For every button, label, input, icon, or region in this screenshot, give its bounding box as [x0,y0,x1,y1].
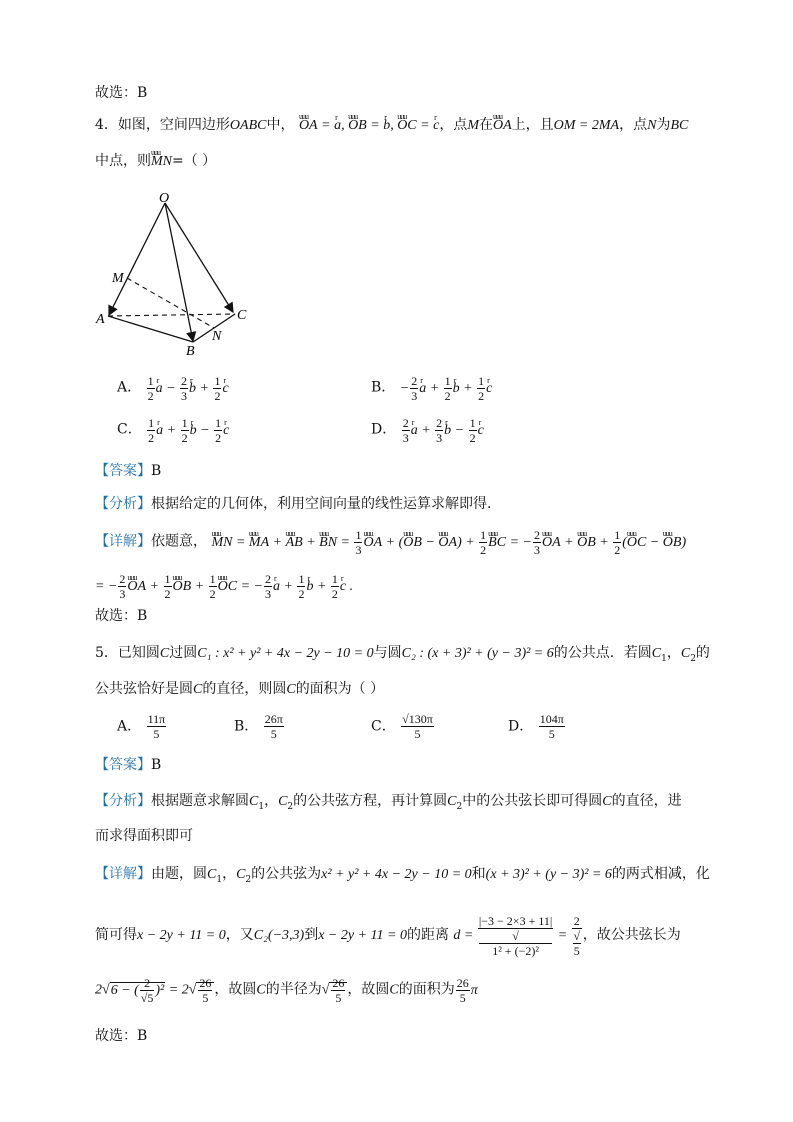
q4-stem-line2 [95,152,216,171]
q5-detail-text: 的两式相减，化 [611,866,710,882]
option-denominator: 5 [153,727,160,741]
q5-option-d[interactable] [508,712,566,741]
q5-conclusion: 故选：B [95,1028,148,1044]
q5-answer-line [95,756,161,774]
q5-detail-line1: 【详解】由题，圆$C_1$，$C_2$的公共弦为x² + y² + 4x − 2y − 10 = 0和(x + 3)² + (y − 3)² = 6的两式相减，化 [95,866,710,885]
q5-answer: B [151,757,162,773]
q5-stem-line2: 公共弦恰好是圆C的直径，则圆C的面积为（ ） [95,681,385,697]
previous-answer-line: 故选：B [95,85,148,101]
q5-analysis-text: 根据题意求解圆 [151,793,249,809]
q5-stem-line1: 5．已知圆C过圆C₁ : x² + y² + 4x − 2y − 10 = 0与圆C₂ : (x + 3)² + (y − 3)² = 6的公共点．若圆$C_1$，$C_2$的 [95,645,710,664]
q5-detail-text: 和 [471,866,486,882]
label-m: M [112,271,124,286]
edge-oa [109,203,165,315]
option-numerator: 104π [539,712,564,726]
q4-point-n: N [647,118,657,133]
q5-stem-text: 的直径，则圆 [202,681,287,697]
edge-ab [108,316,193,342]
label-a: A [96,312,105,327]
option-numerator: 11π [147,712,166,726]
q4-stem-line1 [95,116,688,135]
q4-stem-text: 4．如图，空间四边形 [95,117,230,133]
q5-detail-line3: 2√6 − ( $\frac{2}{√5}$ )² = 2√ $\frac{26}{5}$ ，故圆C的半径为√ $\frac{26}{5}$ ，故圆C的面积为 $\frac{26}{5}$ π [95,976,478,1005]
q5-detail-text: 的距离 [406,927,449,944]
option-label: C． [371,718,396,735]
q4-detail-equation2: = − $\frac{2}{3}$ uuu OA + $\frac{1}{2}$ uuu OB + $\frac{1}{2}$ uuu OC = − $\frac{2}{3}$ r a + $\frac{1}{2}$ r b + $\frac{1}{2}$ r c . [95,579,353,594]
q5-analysis-text: 的直径，进 [611,793,682,809]
q5-analysis-line2: 而求得面积即可 [95,828,193,844]
q4-vector-mn: uuu MN [151,153,172,171]
label-b: B [186,344,195,359]
answer-tag: 【答案】 [95,463,151,479]
q5-analysis-text: 的公共弦方程，再计算圆 [293,793,448,809]
edge-ac-hidden [108,314,235,316]
option-label: D． [371,421,397,438]
option-label: B． [371,379,396,396]
q4-segment-bc: BC [670,118,689,133]
q5-circle-c2-equation: C₂ : (x + 3)² + (y − 3)² = 6 [401,646,554,661]
q5-option-b[interactable] [234,712,285,741]
q4-stem-text: ，点 [439,117,468,133]
q5-stem-text: 公共弦恰好是圆 [95,681,193,697]
q4-stem-text: 上，且 [511,117,554,133]
option-numerator: 26π [264,712,283,726]
q4-tetrahedron-figure [90,188,260,360]
q5-detail-text: 简可得 [95,927,137,944]
q5-distance-formula: d = |−3 − 2×3 + 11| √ 1² + (−2)² = 2 √ 5 [453,914,581,958]
q5-detail-line2: 简可得x − 2y + 11 = 0，又C₂(−3,3)到x − 2y + 11 = 0的距离 d = |−3 − 2×3 + 11| √ 1² + (−2)² = 2 √ 5 ，故公共弦长为 [95,914,681,958]
q5-detail-text: ，故圆 [214,981,257,998]
q4-option-a[interactable]: A． $\frac{1}{2}$ r a − $\frac{2}{3}$ r b + $\frac{1}{2}$ r c [117,374,229,403]
option-label: B． [234,718,259,735]
option-label: A． [117,379,142,396]
q4-stem-text: 为 [656,117,671,133]
q4-detail-line1 [95,528,686,557]
detail-tag: 【详解】 [95,533,151,550]
q5-stem-text: 5．已知圆 [95,645,160,661]
q5-detail-text: ，故圆 [347,981,390,998]
q4-stem-text: 中， [266,117,295,133]
q5-stem-text: 过圆 [169,645,198,661]
q4-point-m: M [467,118,479,133]
q4-stem-text: ，点 [619,117,648,133]
option-numerator: √130π [402,712,433,726]
option-denominator: 5 [414,727,421,741]
q4-stem-text: 在 [478,117,493,133]
q4-detail-equation1: uuu MN = uuu MA + uuu AB + uuu BN = $\frac{1}{3}$ uuu OA + (uuu OB − uuu OA) + $\frac{1}{2}$ uuu BC = − $\frac{2}{3}$ uuu OA + uuu OB + $\frac{1}{2}$ (uuu OC − uuu OB) [211,535,686,550]
q5-stem-text: 的公共点．若圆 [553,645,652,661]
q4-analysis-text: 根据给定的几何体，利用空间向量的线性运算求解即得. [151,496,492,512]
option-label: C． [117,421,142,438]
label-c: C [237,308,247,323]
edge-ob [165,203,193,341]
answer-tag: 【答案】 [95,757,151,773]
q5-option-a[interactable] [117,712,167,741]
label-n: N [212,329,222,344]
option-label: A． [117,718,142,735]
q5-detail-text: 的公共弦为 [251,866,322,882]
option-denominator: 5 [548,727,555,741]
option-denominator: 5 [270,727,277,741]
q4-quad-name: OABC [229,118,267,133]
q4-conclusion: 故选：B [95,608,148,624]
q4-answer: B [151,463,162,479]
q5-analysis-line1: 【分析】根据题意求解圆$C_1$，$C_2$的公共弦方程，再计算圆$C_2$中的公共弦长即可得圆C的直径，进 [95,793,682,812]
analysis-tag: 【分析】 [95,496,151,512]
q5-chord-line: x − 2y + 11 = 0 [137,928,226,944]
q5-detail-text: ，又 [225,927,254,944]
q5-c2-center: C₂(−3,3) [253,928,305,944]
q4-vector-defs: uuu OA = r a, uuu OB = r b, uuu OC = r c [299,118,439,133]
q5-detail-text: 的半径为 [265,981,322,998]
analysis-tag: 【分析】 [95,793,151,809]
q4-detail-line2 [95,572,353,601]
q4-stem-text: =（ ） [172,153,217,169]
q4-analysis-line [95,495,491,513]
q4-stem-text: 中点，则 [95,153,151,169]
q5-analysis-text: 中的公共弦长即可得圆 [462,793,603,809]
q5-detail-text: 的面积为 [398,981,455,998]
q4-option-c[interactable]: C． $\frac{1}{2}$ r a + $\frac{1}{2}$ r b − $\frac{1}{2}$ r c [117,416,229,445]
q4-condition: OM = 2MA [553,118,620,133]
q5-chord-length: 2√6 − ( $\frac{2}{√5}$ )² = 2√ $\frac{26}{5}$ [95,982,214,998]
q5-detail-text: ，故公共弦长为 [582,927,681,944]
segment-mn-hidden [127,278,214,328]
q5-stem-text: 与圆 [373,645,402,661]
label-o: O [159,191,170,206]
q5-detail-text: 到 [304,927,319,944]
q4-answer-line [95,462,161,480]
q4-detail-text: 依题意， [151,533,207,550]
option-label: D． [508,718,534,735]
q5-detail-text: 由题，圆 [151,866,207,882]
q5-stem-text: 的面积为（ ） [295,681,385,697]
q5-circle-c1-equation: C₁ : x² + y² + 4x − 2y − 10 = 0 [197,646,374,661]
q4-option-b[interactable]: B． − $\frac{2}{3}$ r a + $\frac{1}{2}$ r b + $\frac{1}{2}$ r c [371,374,492,403]
q4-option-d[interactable]: D． $\frac{2}{3}$ r a + $\frac{2}{3}$ r b − $\frac{1}{2}$ r c [371,416,484,445]
edge-oc [165,203,233,312]
q4-vector-oa: uuu OA [493,117,512,135]
q5-option-c[interactable] [371,712,435,741]
detail-tag: 【详解】 [95,866,151,882]
